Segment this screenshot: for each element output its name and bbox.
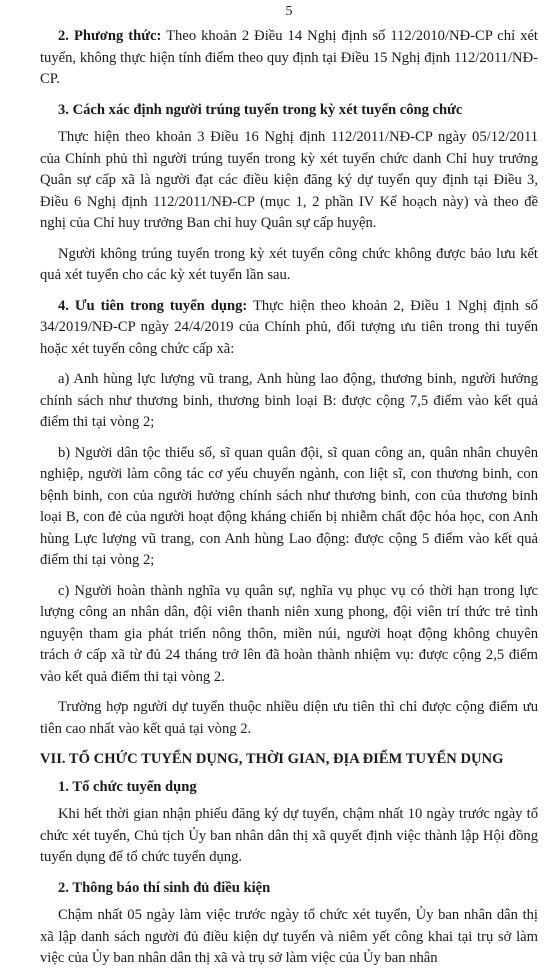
priority-text: Thực hiện theo khoản 2, Điều 1 Nghị định số 34/2019/NĐ-CP ngày 24/4/2019 của Chính phủ, đối tượng ưu tiên trong thi tuyển hoặc xét tuyển công chức cấp xã: [40, 297, 538, 357]
paragraph-priority-c: c) Người hoàn thành nghĩa vụ quân sự, nghĩa vụ phục vụ có thời hạn trong lực lượng công an nhân dân, đội viên thanh niên xung phong, đội viên trí thức trẻ tình nguyện tham gia phát triển nông thôn, miền núi, người hoạt động không chuyên trách ở cấp xã từ đủ 24 tháng trở lên đã hoàn thành nhiệm vụ: được cộng 2,5 điểm vào kết quả điểm thi tại vòng 2. [40, 582, 538, 685]
method-text: Theo khoản 2 Điều 14 Nghị định số 112/2010/NĐ-CP chỉ xét tuyển, không thực hiện tính điểm theo quy định tại Điều 15 Nghị định 112/2011/NĐ-CP. [40, 28, 538, 87]
paragraph-winner-1: Thực hiện theo khoản 3 Điều 16 Nghị định 112/2011/NĐ-CP ngày 05/12/2011 của Chính phủ thì người trúng tuyển trong kỳ xét tuyển chức danh Chỉ huy trưởng Quân sự cấp xã là người đạt các điều kiện đăng ký dự tuyển quy định tại Điều 3, Điều 6 Nghị định 112/2011/NĐ-CP (mục 1, 2 phần IV Kế hoạch này) và theo đề nghị của Chỉ huy trưởng Ban chỉ huy Quân sự cấp huyện. [40, 129, 538, 231]
method-label: 2. Phương thức: [58, 28, 162, 44]
paragraph-priority [40, 296, 538, 361]
heading-notice: 2. Thông báo thí sinh đủ điều kiện [58, 879, 271, 896]
heading-organization: 1. Tổ chức tuyển dụng [58, 778, 197, 795]
paragraph-winner-2: Người không trúng tuyển trong kỳ xét tuyển công chức không được bảo lưu kết quả xét tuyển cho các kỳ xét tuyển lần sau. [40, 245, 538, 283]
paragraph-organization: Khi hết thời gian nhận phiếu đăng ký dự tuyển, chậm nhất 10 ngày trước ngày tổ chức xét tuyển, Chủ tịch Ủy ban nhân dân thị xã quyết định việc thành lập Hội đồng tuyển dụng để tổ chức tuyển dụng. [40, 806, 538, 865]
paragraph-method [40, 26, 538, 91]
heading-winner: 3. Cách xác định người trúng tuyển trong kỳ xét tuyển công chức [58, 101, 463, 118]
section-heading-vii: VII. TỔ CHỨC TUYỂN DỤNG, THỜI GIAN, ĐỊA ĐIỂM TUYỂN DỤNG [40, 751, 504, 767]
paragraph-priority-a: a) Anh hùng lực lượng vũ trang, Anh hùng lao động, thương binh, người hưởng chính sách như thương binh, thương binh loại B: được cộng 7,5 điểm vào kết quả điểm thi tại vòng 2; [40, 371, 538, 430]
priority-label: 4. Ưu tiên trong tuyển dụng: [58, 297, 248, 314]
paragraph-priority-note: Trường hợp người dự tuyển thuộc nhiều diện ưu tiên thì chỉ được cộng điểm ưu tiên cao nhất vào kết quả tại vòng 2. [40, 699, 538, 737]
paragraph-priority-b: b) Người dân tộc thiểu số, sĩ quan quân đội, sĩ quan công an, quân nhân chuyên nghiệp, người làm công tác cơ yếu chuyển ngành, con liệt sĩ, con thương binh, con bệnh binh, con của người hưởng chính sách như thương binh, con của thương binh loại B, con đẻ của người hoạt động kháng chiến bị nhiễm chất độc hóa học, con Anh hùng Lực lượng vũ trang, con Anh hùng Lao động: được cộng 5 điểm vào kết quả điểm thi tại vòng 2; [40, 444, 538, 568]
paragraph-notice: Chậm nhất 05 ngày làm việc trước ngày tổ chức xét tuyển, Ủy ban nhân dân thị xã lập danh sách người đủ điều kiện dự tuyển và niêm yết công khai tại trụ sở làm việc của Ủy ban nhân dân thị xã và trụ sở làm việc của Ủy ban nhân [40, 907, 538, 966]
page-number: 5 [285, 4, 293, 19]
